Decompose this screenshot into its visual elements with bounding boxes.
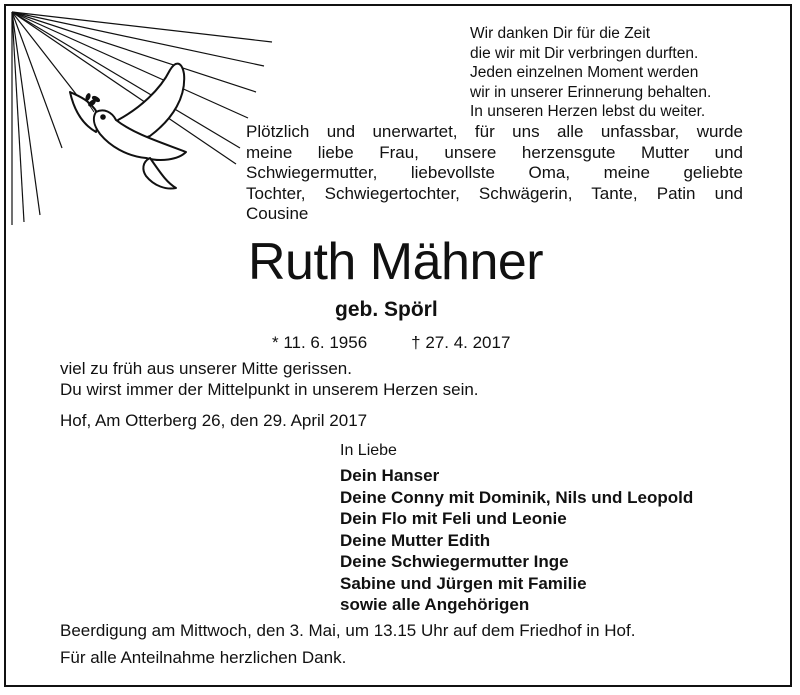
in-love-label: In Liebe (340, 442, 397, 459)
funeral-info: Beerdigung am Mittwoch, den 3. Mai, um 13.15 Uhr auf dem Friedhof in Hof. (60, 621, 636, 640)
intro-line: Tochter, Schwiegertochter, Schwägerin, Tante, Patin und (246, 183, 743, 203)
farewell-line: Du wirst immer der Mittelpunkt in unserem Herzen sein. (60, 380, 479, 399)
poem (470, 24, 770, 122)
death-date: † 27. 4. 2017 (411, 333, 511, 352)
birth-date: * 11. 6. 1956 (272, 333, 368, 352)
mourner: Deine Conny mit Dominik, Nils und Leopold (340, 487, 694, 507)
mourner: sowie alle Angehörigen (340, 595, 530, 614)
intro-line: Plötzlich und unerwartet, für uns alle unfassbar, wurde (246, 122, 743, 141)
intro-text (246, 122, 743, 225)
mourners-list (340, 465, 693, 616)
maiden-name: geb. Spörl (335, 298, 438, 321)
mourner: Sabine und Jürgen mit Familie (340, 573, 587, 593)
thanks-note: Für alle Anteilnahme herzlichen Dank. (60, 648, 347, 667)
intro-line: Cousine (246, 204, 309, 223)
intro-line: meine liebe Frau, unsere herzensgute Mutter und (246, 142, 743, 162)
mourner: Deine Mutter Edith (340, 530, 491, 550)
mourner: Dein Flo mit Feli und Leonie (340, 509, 567, 528)
poem-line: Jeden einzelnen Moment werden (470, 64, 699, 81)
dove-icon (70, 64, 186, 189)
farewell-line: viel zu früh aus unserer Mitte gerissen. (60, 359, 352, 378)
poem-line: In unseren Herzen lebst du weiter. (470, 103, 706, 120)
poem-line: Wir danken Dir für die Zeit (470, 25, 651, 42)
poem-line: die wir mit Dir verbringen durften. (470, 44, 699, 62)
place-date: Hof, Am Otterberg 26, den 29. April 2017 (60, 411, 368, 430)
poem-line: wir in unserer Erinnerung behalten. (470, 83, 712, 101)
life-dates (272, 333, 510, 353)
mourner: Deine Schwiegermutter Inge (340, 552, 569, 571)
deceased-name: Ruth Mähner (248, 233, 544, 291)
mourner: Dein Hanser (340, 466, 440, 485)
intro-line: Schwiegermutter, liebevollste Oma, meine geliebte (246, 163, 743, 182)
